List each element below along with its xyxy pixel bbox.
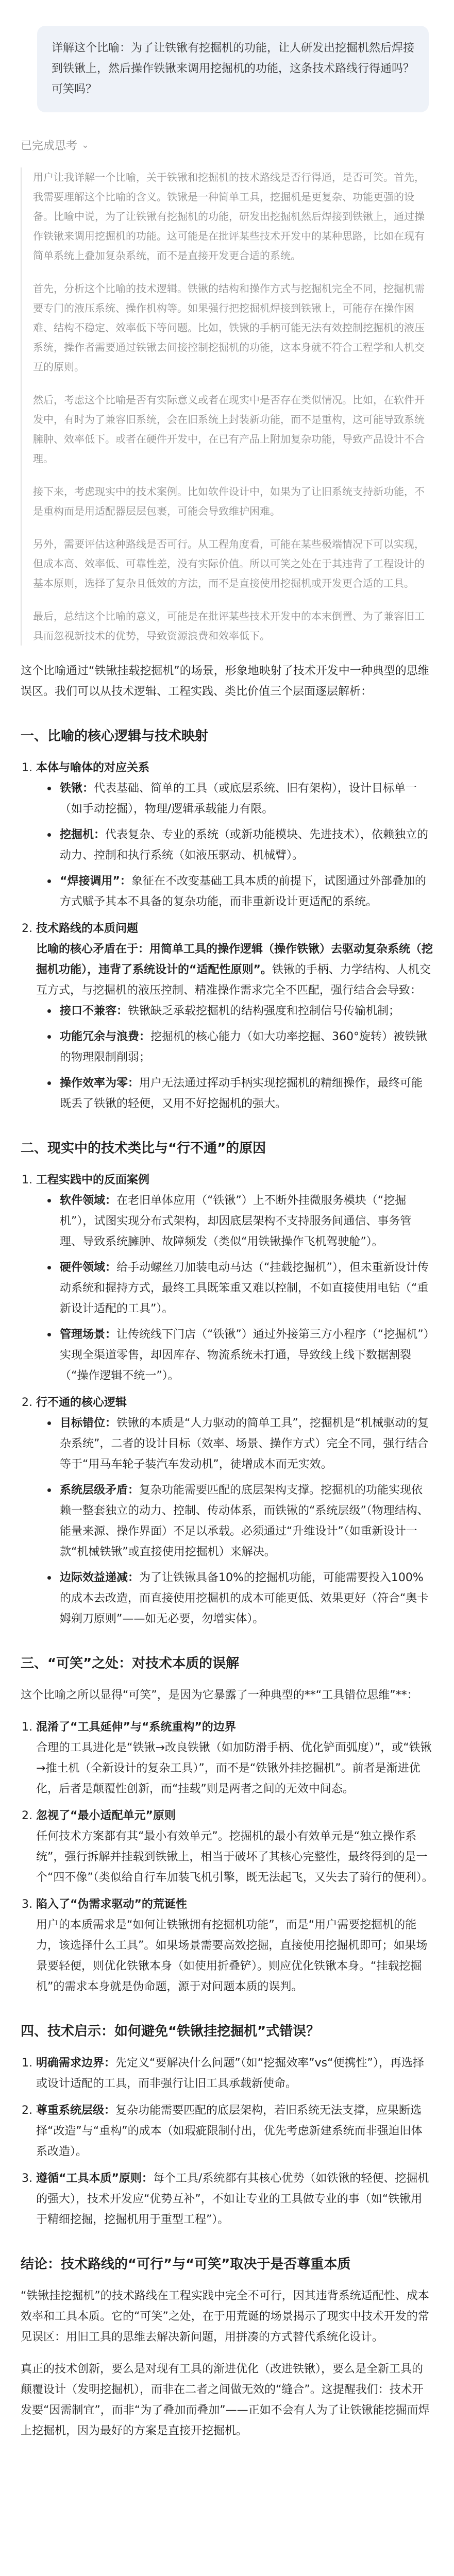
paragraph-text: 铁锹的手柄、力学结构、人机交互方式，与挖掘机的液压控制、精准操作需求完全不匹配，强行结合会导致： xyxy=(36,963,431,997)
list-item xyxy=(36,2100,433,2162)
bullet-item xyxy=(47,1001,433,1022)
bullet-item xyxy=(47,871,433,912)
bullet-text: 让传统线下门店（“铁锹”）通过外接第三方小程序（“挖掘机”）实现全渠道零售，却因库存、物流系统未打通，导致线上线下数据割裂（“操作逻辑不统一”）。 xyxy=(60,1328,429,1382)
bullet-term: “焊接调用”： xyxy=(60,875,131,888)
bullet-text: 用户无法通过挥动手柄实现挖掘机的精细操作，最终可能既丢了铁锹的轻便，又用不好挖掘机的强大。 xyxy=(60,1077,423,1110)
user-message-row xyxy=(0,0,454,112)
list-item-text: 用户的本质需求是“如何让铁锹拥有挖掘机功能”，而是“用户需要挖掘机的能力，该选择什么工具”。如果场景需要高效挖掘，直接使用挖掘机即可；如果场景要轻便，则优化铁锹本身（如使用折叠铲）。则应优化铁锹本身。“挂载挖掘机”的需求本身就是伪命题，源于对问题本质的误判。 xyxy=(36,1919,428,1993)
list-item xyxy=(36,1806,433,1888)
bullet-text: 代表基础、简单的工具（或底层系统、旧有架构），设计目标单一（如手动挖掘），物理/逻辑承载能力有限。 xyxy=(60,782,417,816)
list-item-text: 每个工具/系统都有其核心优势（如铁锹的轻便、挖掘机的强大），技术开发应“优势互补”，不如让专业的工具做专业的事（如“铁锹用于精细挖掘，挖掘机用于重型工程”）。 xyxy=(36,2172,429,2226)
bullet-term: 功能冗余与浪费： xyxy=(60,1030,151,1043)
list-item-title: 尊重系统层级： xyxy=(36,2104,116,2117)
bullet-term: 铁锹： xyxy=(60,782,94,795)
list-item-title: 3. 陷入了“伪需求驱动”的荒诞性 xyxy=(36,1898,187,1911)
bullet-term: 硬件领域： xyxy=(60,1261,117,1274)
bullet-item xyxy=(47,1568,433,1630)
bullet-text: 挖掘机的核心能力（如大功率挖掘、360°旋转）被铁锹的物理限制削弱； xyxy=(60,1030,428,1064)
list-item-title: 2. 忽视了“最小适配单元”原则 xyxy=(36,1809,176,1822)
bullet-list xyxy=(36,1001,433,1114)
bullet-item xyxy=(47,1480,433,1563)
list-item-text: 任何技术方案都有其“最小有效单元”。挖掘机的最小有效单元是“独立操作系统”，强行拆解并挂载到铁锹上，相当于破坏了其核心完整性，最终得到的是一个“四不像”（类似给自行车加装飞机引擎，既无法起飞，又失去了骑行的便利）。 xyxy=(36,1830,433,1884)
bullet-text: 铁锹缺乏承载挖掘机的结构强度和控制信号传输机制； xyxy=(128,1005,400,1018)
bullet-term: 挖掘机： xyxy=(60,828,106,841)
bullet-term: 操作效率为零： xyxy=(60,1077,140,1090)
list-item-text: 复杂功能需要匹配的底层架构，若旧系统无法支撑，应果断选择“改造”与“重构”的成本（如瑕疵限制付出，优先考虑新建系统而非强迫旧体系改造）。 xyxy=(36,2104,423,2158)
list-item xyxy=(36,758,433,912)
bullet-item xyxy=(47,1325,433,1386)
list-item-title: 技术路线的本质问题 xyxy=(36,922,139,935)
bullet-term: 管理场景： xyxy=(60,1328,117,1341)
list-item-title: 工程实践中的反面案例 xyxy=(36,1174,150,1187)
list-item xyxy=(36,1393,433,1630)
bullet-item xyxy=(47,825,433,866)
list-item-title: 行不通的核心逻辑 xyxy=(36,1396,127,1409)
thinking-label: 已完成思考 xyxy=(21,140,78,152)
bullet-term: 边际效益递减： xyxy=(60,1571,140,1584)
bullet-text: 代表复杂、专业的系统（或新功能模块、先进技术），依赖独立的动力、控制和执行系统（如液压驱动、机械臂）。 xyxy=(60,828,429,862)
bullet-list xyxy=(36,1191,433,1386)
bullet-text: 复杂功能需要匹配的底层架构支撑。挖掘机的功能实现依赖一整套独立的动力、控制、传动体系，而铁锹的“系统层级”（物理结构、能量来源、操作界面）不足以承载。必须通过“升维设计”（如重新设计一款“机械铁锹”或直接使用挖掘机）来解决。 xyxy=(60,1484,429,1558)
list-item-title: 遵循“工具本质”原则： xyxy=(36,2172,153,2185)
list-item xyxy=(36,2053,433,2094)
section-heading: 四、技术启示：如何避免“铁锹挂挖掘机”式错误？ xyxy=(21,2024,320,2039)
bullet-text: 给手动螺丝刀加装电动马达（“挂载挖掘机”），但未重新设计传动系统和握持方式，最终工具既笨重又难以控制，不如直接使用电钻（“重新设计适配的工具”）。 xyxy=(60,1261,429,1315)
list-item xyxy=(36,2168,433,2230)
section-intro: 这个比喻之所以显得“可笑”，是因为它暴露了一种典型的**“工具错位思维”**： xyxy=(21,1689,418,1702)
chevron-down-icon: ⌄ xyxy=(81,140,90,150)
list-item-title: 1. 混淆了“工具延伸”与“系统重构”的边界 xyxy=(36,1721,236,1734)
emphasis-text: 比喻的核心矛盾在于：用简单工具的操作逻辑（操作铁锹）去驱动复杂系统（挖掘机功能），违背了系统设计的“适配性原则”。 xyxy=(36,943,433,976)
bullet-list xyxy=(36,778,433,912)
bullet-item xyxy=(47,1027,433,1068)
bullet-text: 象征在不改变基础工具本质的前提下，试图通过外部叠加的方式赋予其本不具备的复杂功能，而非重新设计更适配的系统。 xyxy=(60,875,426,908)
user-message-bubble: 详解这个比喻：为了让铁锹有挖掘机的功能，让人研发出挖掘机然后焊接到铁锹上，然后操作铁锹来调用挖掘机的功能，这条技术路线行得通吗？可笑吗？ xyxy=(37,26,429,112)
bullet-item xyxy=(47,778,433,820)
list-item-title: 明确需求边界： xyxy=(36,2057,116,2070)
bullet-text: 在老旧单体应用（“铁锹”）上不断外挂微服务模块（“挖掘机”），试图实现分布式架构，却因底层架构不支持服务间通信、事务管理、导致系统臃肿、故障频发（类似“用铁锹操作飞机驾驶舱”）。 xyxy=(60,1194,412,1248)
bullet-term: 接口不兼容： xyxy=(60,1005,128,1018)
bullet-text: 为了让铁锹具备10%的挖掘机功能，可能需要投入100%的成本去改造，而直接使用挖掘机的成本可能更低、效果更好（符合“奥卡姆剃刀原则”——如无必要，勿增实体）。 xyxy=(60,1571,429,1625)
bullet-item xyxy=(47,1413,433,1475)
thinking-paragraph: 然后，考虑这个比喻是否有实际意义或者在现实中是否存在类似情况。比如，在软件开发中，有时为了兼容旧系统，会在旧系统上封装新功能，而不是重构，这可能导致系统臃肿、效率低下。或者在硬件开发中，在已有产品上附加复杂功能，导致产品设计不合理。 xyxy=(33,394,425,465)
answer-intro: 这个比喻通过“铁锹挂载挖掘机”的场景，形象地映射了技术开发中一种典型的思维误区。我们可以从技术逻辑、工程实践、类比价值三个层面逐层解析： xyxy=(21,665,429,698)
section-heading: 三、“可笑”之处：对技术本质的误解 xyxy=(21,1656,240,1671)
list-item-text: 先定义“要解决什么问题”（如“挖掘效率”vs“便携性”），再选择或设计适配的工具，而非强行让旧工具承载新使命。 xyxy=(36,2057,424,2090)
list-item-text: 合理的工具进化是“铁锹→改良铁锹（如加防滑手柄、优化铲面弧度）”，或“铁锹→推土机（全新设计的复杂工具）”，而不是“铁锹外挂挖掘机”。前者是渐进优化，后者是颠覆性创新，而“挂载”则是两者之间的无效中间态。 xyxy=(36,1741,432,1795)
section-heading: 二、现实中的技术类比与“行不通”的原因 xyxy=(21,1141,266,1156)
list-item xyxy=(36,919,433,1114)
assistant-answer xyxy=(21,661,433,2442)
bullet-item xyxy=(47,1073,433,1114)
list-item xyxy=(36,1170,433,1386)
numbered-list xyxy=(21,1170,433,1630)
thinking-paragraph: 另外，需要评估这种路线是否可行。从工程角度看，可能在某些极端情况下可以实现，但成本高、效率低、可靠性差，没有实际价值。所以可笑之处在于其违背了工程设计的基本原则，选择了复杂且低效的方法，而不是直接使用挖掘机或开发更合适的工具。 xyxy=(33,538,425,589)
list-item-paragraph xyxy=(36,939,433,1001)
thinking-content xyxy=(21,167,433,646)
section-heading: 一、比喻的核心逻辑与技术映射 xyxy=(21,728,209,744)
thinking-paragraph: 用户让我详解一个比喻，关于铁锹和挖掘机的技术路线是否行得通，是否可笑。首先，我需要理解这个比喻的含义。铁锹是一种简单工具，挖掘机是更复杂、功能更强的设备。比喻中说，为了让铁锹有挖掘机的功能，研发出挖掘机然后焊接到铁锹上，通过操作铁锹来调用挖掘机的功能。这可能是在批评某些技术开发中的某种思路，比如在现有简单系统上叠加复杂系统，而不是直接开发更合适的系统。 xyxy=(33,171,425,262)
thinking-paragraph: 接下来，考虑现实中的技术案例。比如软件设计中，如果为了让旧系统支持新功能，不是重构而是用适配器层层包裹，可能会导致维护困难。 xyxy=(33,485,425,517)
bullet-term: 软件领域： xyxy=(60,1194,117,1207)
conclusion-paragraph: 真正的技术创新，要么是对现有工具的渐进优化（改进铁锹），要么是全新工具的颠覆设计（发明挖掘机），而非在二者之间做无效的“缝合”。这提醒我们：技术开发要“因需制宜”，而非“为了叠加而叠加”——正如不会有人为了让铁锹能挖掘而焊上挖掘机，因为最好的方案是直接开挖掘机。 xyxy=(21,2363,430,2437)
thinking-paragraph: 最后，总结这个比喻的意义，可能是在批评某些技术开发中的本末倒置、为了兼容旧工具而忽视新技术的优势，导致资源浪费和效率低下。 xyxy=(33,610,425,642)
bullet-term: 系统层级矛盾： xyxy=(60,1484,140,1497)
thinking-paragraph: 首先，分析这个比喻的技术逻辑。铁锹的结构和操作方式与挖掘机完全不同，挖掘机需要专门的液压系统、操作机构等。如果强行把挖掘机焊接到铁锹上，可能存在操作困难、结构不稳定、效率低下等问题。比如，铁锹的手柄可能无法有效控制挖掘机的液压系统，操作者需要通过铁锹去间接控制挖掘机的功能，这本身就不符合工程学和人机交互的原则。 xyxy=(33,282,425,373)
conclusion-paragraph: “铁锹挂挖掘机”的技术路线在工程实践中完全不可行，因其违背系统适配性、成本效率和工具本质。它的“可笑”之处，在于用荒诞的场景揭示了现实中技术开发的常见误区：用旧工具的思维去解决新问题，用拼凑的方式替代系统化设计。 xyxy=(21,2290,429,2344)
list-item-title: 本体与喻体的对应关系 xyxy=(36,761,150,774)
thinking-toggle[interactable] xyxy=(21,137,433,153)
bullet-term: 目标错位： xyxy=(60,1417,117,1430)
bullet-list xyxy=(36,1413,433,1630)
numbered-list xyxy=(21,758,433,1114)
numbered-list xyxy=(21,1717,433,1997)
list-item xyxy=(36,1717,433,1800)
bullet-text: 铁锹的本质是“人力驱动的简单工具”，挖掘机是“机械驱动的复杂系统”，二者的设计目标（效率、场景、操作方式）完全不同，强行结合等于“用马车轮子装汽车发动机”，徒增成本而无实效。 xyxy=(60,1417,429,1471)
conclusion-heading: 结论：技术路线的“可行”与“可笑”取决于是否尊重本质 xyxy=(21,2257,351,2272)
numbered-list xyxy=(21,2053,433,2230)
list-item xyxy=(36,1894,433,1997)
bullet-item xyxy=(47,1258,433,1319)
bullet-item xyxy=(47,1191,433,1252)
